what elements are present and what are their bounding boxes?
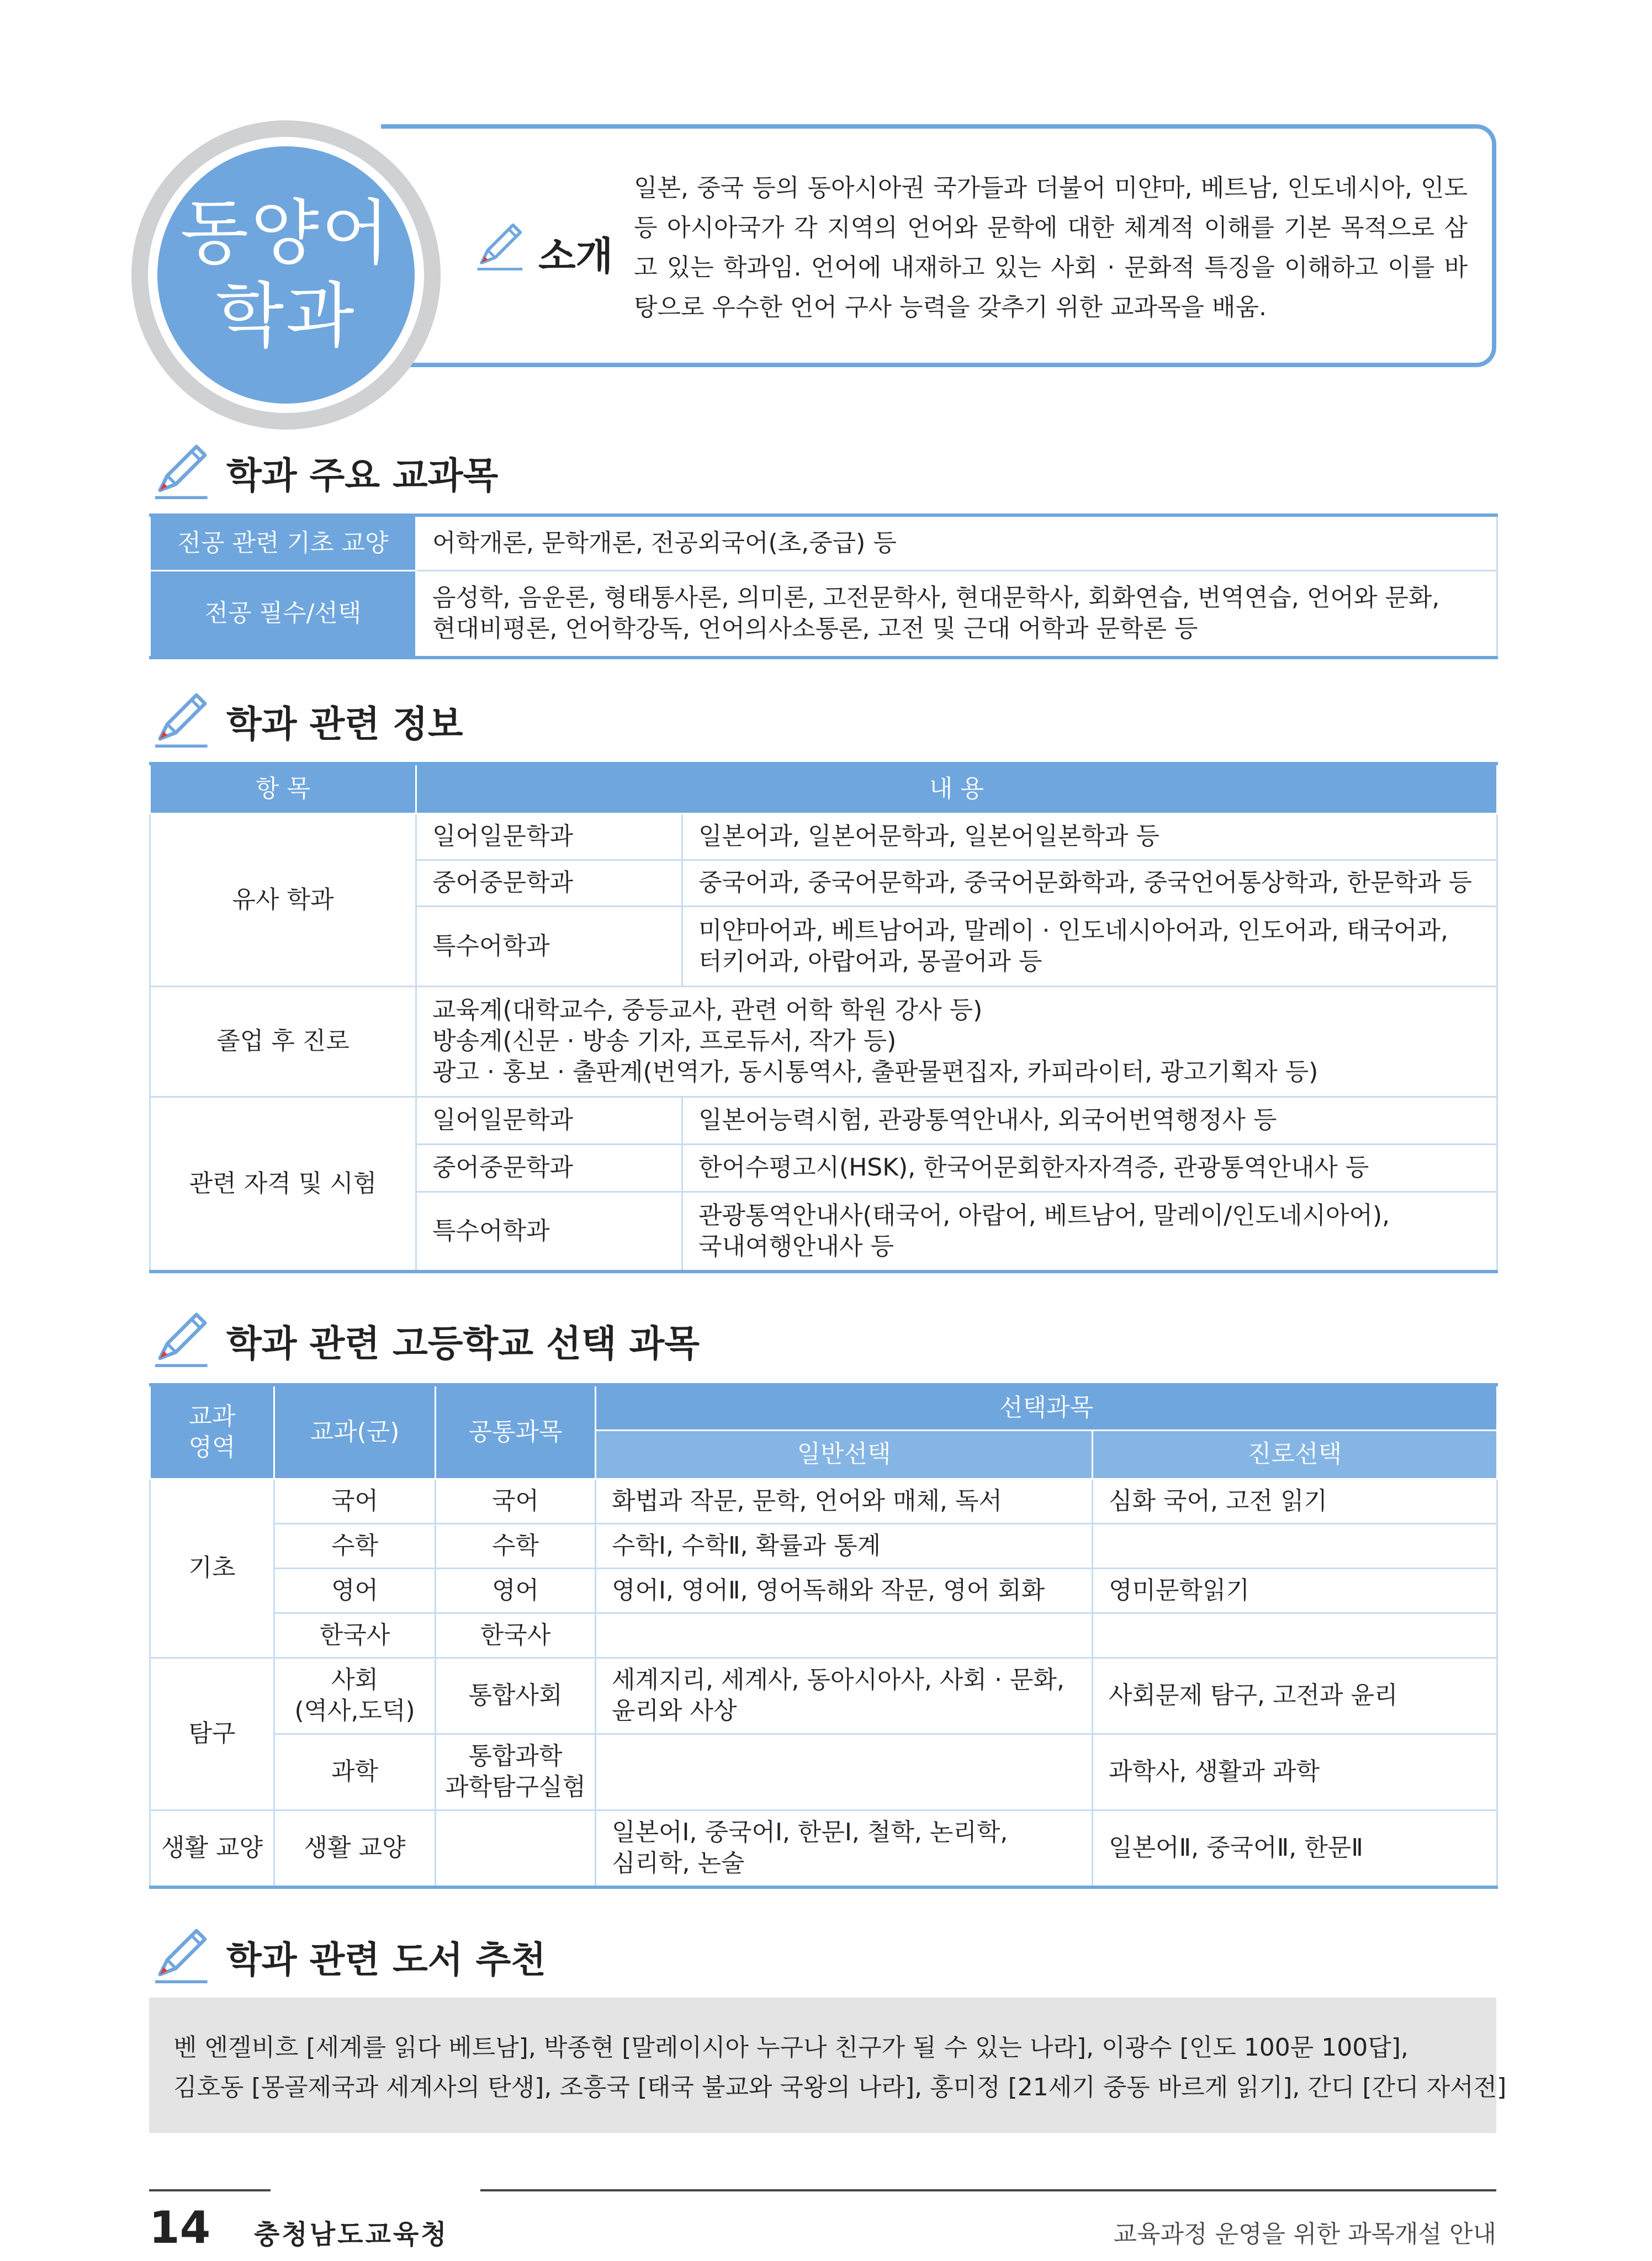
group-cell: 과학 xyxy=(274,1734,436,1810)
content-cell: 중국어과, 중국어문학과, 중국어문화학과, 중국언어통상학과, 한문학과 등 xyxy=(682,860,1497,906)
table-row xyxy=(150,515,1497,570)
row-content xyxy=(416,570,1497,658)
common-cell: 통합사회 xyxy=(436,1658,596,1734)
cell-line: 심리학, 논술 xyxy=(612,1849,745,1878)
group-cell xyxy=(274,1658,436,1734)
table-row xyxy=(150,1658,1497,1734)
cell-line: 윤리와 사상 xyxy=(612,1697,737,1725)
table-header-row xyxy=(150,764,1497,813)
group-cell: 수학 xyxy=(274,1523,436,1568)
pencil-icon xyxy=(149,442,210,502)
table-row xyxy=(150,1810,1497,1887)
section-heading-info xyxy=(149,690,463,751)
cell-line: 사회 xyxy=(331,1666,378,1694)
column-header: 진로선택 xyxy=(1093,1430,1497,1479)
common-cell xyxy=(436,1810,596,1887)
table-header-row xyxy=(150,1385,1497,1430)
group-cell: 국어 xyxy=(274,1479,436,1523)
general-cell xyxy=(596,1810,1093,1887)
content-line: 터키어과, 아랍어과, 몽골어과 등 xyxy=(698,947,1042,976)
cell-line: 세계지리, 세계사, 동아시아사, 사회 · 문화, xyxy=(612,1666,1065,1694)
general-cell xyxy=(596,1658,1093,1734)
footer-divider xyxy=(480,2189,1496,2191)
column-header xyxy=(150,1385,274,1479)
header-line: 영역 xyxy=(188,1433,236,1462)
content-cell: 일본어과, 일본어문학과, 일본어일본학과 등 xyxy=(682,813,1497,860)
content-line: 광고 · 홍보 · 출판계(번역가, 동시통역사, 출판물편집자, 카피라이터, 광고기획자 등) xyxy=(432,1058,1319,1086)
section-heading-books xyxy=(149,1926,546,1987)
area-cell: 탐구 xyxy=(150,1658,274,1810)
general-cell: 수학Ⅰ, 수학Ⅱ, 확률과 통계 xyxy=(596,1523,1093,1568)
common-cell xyxy=(436,1734,596,1810)
general-cell xyxy=(596,1734,1093,1810)
career-cell: 사회문제 탐구, 고전과 윤리 xyxy=(1093,1658,1497,1734)
section-title: 학과 관련 고등학교 선택 과목 xyxy=(226,1322,700,1365)
intro-label: 소개 xyxy=(538,234,613,279)
career-cell: 영미문학읽기 xyxy=(1093,1568,1497,1613)
career-cell: 심화 국어, 고전 읽기 xyxy=(1093,1479,1497,1523)
content-line: 미얀마어과, 베트남어과, 말레이 · 인도네시아어과, 인도어과, 태국어과, xyxy=(698,916,1448,945)
table-row xyxy=(150,1568,1497,1613)
area-cell: 생활 교양 xyxy=(150,1810,274,1887)
table-row xyxy=(150,986,1497,1097)
career-cell xyxy=(1093,1523,1497,1568)
cell-line: 과학탐구실험 xyxy=(444,1773,586,1801)
cell-line: (역사,도덕) xyxy=(294,1697,415,1725)
general-cell: 영어Ⅰ, 영어Ⅱ, 영어독해와 작문, 영어 회화 xyxy=(596,1568,1093,1613)
row-label: 전공 필수/선택 xyxy=(150,570,416,658)
book-line: 김호동 [몽골제국과 세계사의 탄생], 조흥국 [태국 불교와 국왕의 나라], 홍미정 [21세기 중동 바르게 읽기], 간디 [간디 자서전] xyxy=(173,2073,1507,2101)
table-row xyxy=(150,1523,1497,1568)
common-cell: 한국사 xyxy=(436,1613,596,1658)
column-header: 선택과목 xyxy=(596,1385,1497,1430)
row-label: 유사 학과 xyxy=(150,813,416,986)
row-label: 전공 관련 기초 교양 xyxy=(150,515,416,570)
table-row xyxy=(150,813,1497,860)
content-cell xyxy=(416,986,1497,1097)
intro-text: 일본, 중국 등의 동아시아권 국가들과 더불어 미얀마, 베트남, 인도네시아, 인도 등 아시아국가 각 지역의 언어와 문학에 대한 체계적 이해를 기본 목적으로 삼고 있는 학과임. 언어에 내재하고 있는 사회 · 문화적 특징을 이해하고 이를 바탕으로 우수한 언어 구사 능력을 갖추기 위한 교과목을 배움. xyxy=(634,174,1468,321)
dept-cell: 특수어학과 xyxy=(416,1192,682,1272)
book-line: 벤 엔겔비흐 [세계를 읽다 베트남], 박종현 [말레이시아 누구나 친구가 될 수 있는 나라], 이광수 [인도 100문 100답], xyxy=(173,2034,1409,2062)
content-line: 국내여행안내사 등 xyxy=(698,1232,894,1261)
row-label: 졸업 후 진로 xyxy=(150,986,416,1097)
header-line: 교과 xyxy=(188,1402,236,1431)
group-cell: 영어 xyxy=(274,1568,436,1613)
section-title: 학과 관련 도서 추천 xyxy=(226,1938,546,1981)
column-header: 공통과목 xyxy=(436,1385,596,1479)
section-heading-subjects xyxy=(149,442,498,502)
column-header: 교과(군) xyxy=(274,1385,436,1479)
general-cell: 화법과 작문, 문학, 언어와 매체, 독서 xyxy=(596,1479,1093,1523)
dept-cell: 중어중문학과 xyxy=(416,860,682,906)
content-cell xyxy=(682,906,1497,986)
dept-cell: 특수어학과 xyxy=(416,906,682,986)
cell-line: 일본어Ⅰ, 중국어Ⅰ, 한문Ⅰ, 철학, 논리학, xyxy=(612,1818,1008,1847)
common-cell: 영어 xyxy=(436,1568,596,1613)
content-cell: 한어수평고시(HSK), 한국어문회한자자격증, 관광통역안내사 등 xyxy=(682,1144,1497,1192)
column-header: 내 용 xyxy=(416,764,1497,813)
section-title: 학과 주요 교과목 xyxy=(226,454,499,497)
general-cell xyxy=(596,1613,1093,1658)
content-line: 관광통역안내사(태국어, 아랍어, 베트남어, 말레이/인도네시아어), xyxy=(698,1201,1390,1230)
section-heading-highschool xyxy=(149,1310,700,1370)
organization-name: 충청남도교육청 xyxy=(254,2219,449,2250)
pencil-icon xyxy=(149,1926,210,1987)
highschool-table xyxy=(149,1383,1498,1889)
career-cell: 일본어Ⅱ, 중국어Ⅱ, 한문Ⅱ xyxy=(1093,1810,1497,1887)
content-line: 음성학, 음운론, 형태통사론, 의미론, 고전문학사, 현대문학사, 회화연습, 번역연습, 언어와 문화, xyxy=(432,584,1440,612)
row-label: 관련 자격 및 시험 xyxy=(150,1097,416,1272)
dept-cell: 일어일문학과 xyxy=(416,813,682,860)
table-row xyxy=(150,1479,1497,1523)
table-row xyxy=(150,1613,1497,1658)
book-recommendations xyxy=(149,1998,1507,2133)
cell-line: 통합과학 xyxy=(468,1742,563,1770)
document-title: 교육과정 운영을 위한 과목개설 안내 xyxy=(1113,2220,1496,2248)
common-cell: 국어 xyxy=(436,1479,596,1523)
row-content: 어학개론, 문학개론, 전공외국어(초,중급) 등 xyxy=(416,515,1497,570)
dept-cell: 일어일문학과 xyxy=(416,1097,682,1144)
table-row xyxy=(150,1734,1497,1810)
department-title-badge xyxy=(157,146,415,404)
career-cell: 과학사, 생활과 과학 xyxy=(1093,1734,1497,1810)
content-cell: 일본어능력시험, 관광통역안내사, 외국어번역행정사 등 xyxy=(682,1097,1497,1144)
footer-divider xyxy=(149,2189,271,2191)
column-header: 항 목 xyxy=(150,764,416,813)
content-line: 방송계(신문 · 방송 기자, 프로듀서, 작가 등) xyxy=(432,1027,897,1055)
column-header: 일반선택 xyxy=(596,1430,1093,1479)
table-row xyxy=(150,570,1497,658)
career-cell xyxy=(1093,1613,1497,1658)
area-cell: 기초 xyxy=(150,1479,274,1658)
content-line: 현대비평론, 언어학강독, 언어의사소통론, 고전 및 근대 어학과 문학론 등 xyxy=(432,615,1198,643)
department-title-line1: 동양어 xyxy=(180,192,392,274)
subjects-table xyxy=(149,513,1498,659)
pencil-icon xyxy=(472,218,525,276)
group-cell: 생활 교양 xyxy=(274,1810,436,1887)
info-table xyxy=(149,762,1498,1273)
content-line: 교육계(대학교수, 중등교사, 관련 어학 학원 강사 등) xyxy=(432,996,983,1024)
group-cell: 한국사 xyxy=(274,1613,436,1658)
page-number: 14 xyxy=(149,2202,211,2253)
department-title-line2: 학과 xyxy=(215,275,357,357)
section-title: 학과 관련 정보 xyxy=(226,702,463,745)
pencil-icon xyxy=(149,1310,210,1370)
common-cell: 수학 xyxy=(436,1523,596,1568)
pencil-icon xyxy=(149,690,210,751)
table-row xyxy=(150,1097,1497,1144)
content-cell xyxy=(682,1192,1497,1272)
dept-cell: 중어중문학과 xyxy=(416,1144,682,1192)
